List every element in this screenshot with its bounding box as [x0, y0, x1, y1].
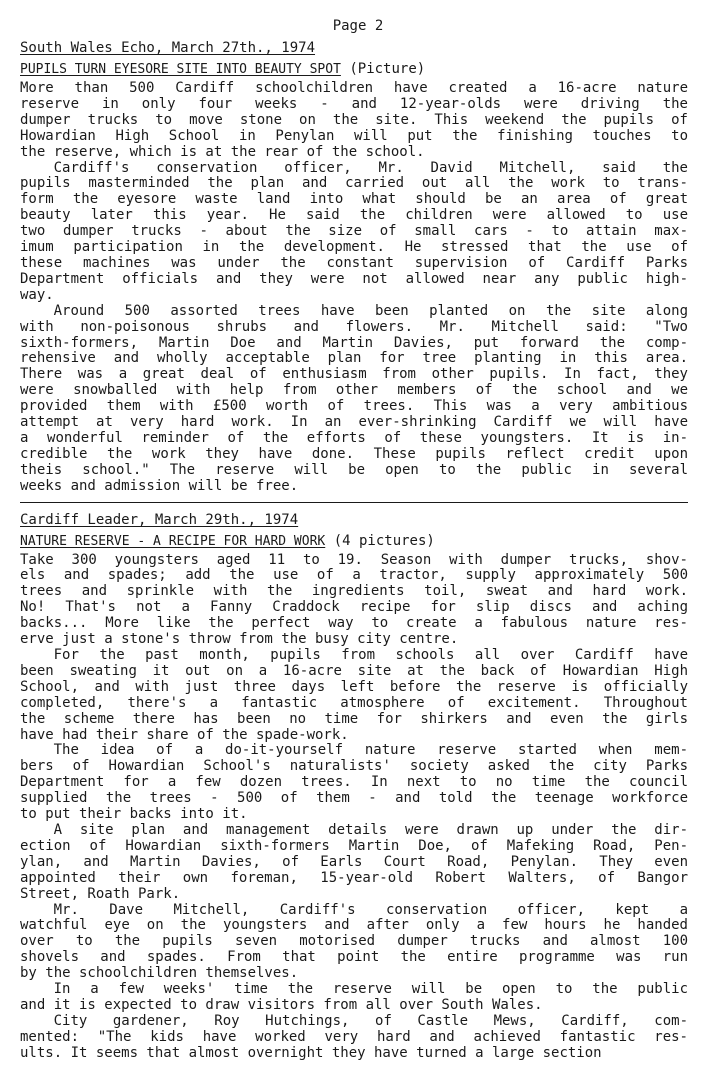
text-line: Department officials and they were not allowed near any public high-	[20, 270, 688, 287]
text-line: reserve in only four weeks - and 12-year-olds were driving the	[20, 95, 688, 112]
text-line: More than 500 Cardiff schoolchildren have created a 16-acre nature	[20, 80, 688, 96]
headline-line	[20, 532, 688, 551]
text-line: Cardiff's conservation officer, Mr. David Mitchell, said the	[53, 159, 688, 176]
text-line: backs... More like the perfect way to create a fabulous nature res-	[20, 615, 688, 632]
article-body	[20, 553, 688, 1062]
article-source	[20, 39, 688, 58]
text-line: sixth-formers, Martin Doe and Martin Davies, put forward the comp-	[20, 334, 688, 351]
text-line: a wonderful reminder of the efforts of these youngsters. It is in-	[20, 429, 688, 446]
text-line: For the past month, pupils from schools all over Cardiff have	[53, 647, 688, 663]
text-line: these machines was under the constant supervision of Cardiff Parks	[20, 254, 688, 271]
text-line: bers of Howardian School's naturalists' society asked the city Parks	[20, 758, 688, 775]
article-cardiff-leader	[20, 511, 688, 1062]
text-line: Take 300 youngsters aged 11 to 19. Season with dumper trucks, shov-	[20, 551, 688, 568]
text-line: Howardian High School in Penylan will put the finishing touches to	[20, 127, 688, 144]
text-line: City gardener, Roy Hutchings, of Castle Mews, Cardiff, com-	[53, 1012, 688, 1029]
text-line: with non-poisonous shrubs and flowers. Mr. Mitchell said: "Two	[20, 318, 688, 335]
text-line: mented: "The kids have worked very hard and achieved fantastic res-	[20, 1028, 688, 1045]
text-line: dumper trucks to move stone on the site. This weekend the pupils of	[20, 111, 688, 128]
text-line: erve just a stone's throw from the busy city centre.	[20, 631, 459, 648]
source-citation: South Wales Echo, March 27th., 1974	[20, 40, 316, 56]
text-line: trees and sprinkle with the ingredients toil, sweat and hard work.	[20, 583, 688, 600]
text-line: Street, Roath Park.	[20, 885, 181, 902]
article-headline: NATURE RESERVE - A RECIPE FOR HARD WORK	[20, 533, 326, 549]
text-line: to put their backs into it.	[20, 806, 248, 823]
text-line: pupils masterminded the plan and carried out all the work to trans-	[20, 175, 688, 192]
text-line: two dumper trucks - about the size of small cars - to attain max-	[20, 223, 688, 240]
text-line: The idea of a do-it-yourself nature reserve started when mem-	[53, 742, 688, 759]
text-line: els and spades; add the use of a tractor, supply approximately 500	[20, 567, 688, 584]
text-line: In a few weeks' time the reserve will be open to the public	[53, 981, 688, 998]
headline-note: (4 pictures)	[333, 532, 435, 549]
text-line: were snowballed with help from other members of the school and we	[20, 382, 688, 399]
text-line: rehensive and wholly acceptable plan for tree planting in this area.	[20, 350, 688, 367]
article-source	[20, 511, 688, 530]
article-headline: PUPILS TURN EYESORE SITE INTO BEAUTY SPOT	[20, 62, 341, 77]
text-line: appointed their own foreman, 15-year-old Robert Walters, of Bangor	[20, 869, 688, 886]
text-line: A site plan and management details were drawn up under the dir-	[53, 821, 688, 838]
headline-line	[20, 60, 688, 79]
text-line: watchful eye on the youngsters and after only a few hours he handed	[20, 917, 688, 934]
text-line: shovels and spades. From that point the entire programme was run	[20, 949, 688, 966]
text-line: over to the pupils seven motorised dumper trucks and almost 100	[20, 933, 688, 950]
text-line: Mr. Dave Mitchell, Cardiff's conservation officer, kept a	[53, 901, 688, 918]
text-line: credible the work they have done. These pupils reflect credit upon	[20, 445, 688, 462]
source-citation: Cardiff Leader, March 29th., 1974	[20, 511, 299, 528]
text-line: form the eyesore waste land into what should be an area of great	[20, 191, 688, 208]
text-line: ylan, and Martin Davies, of Earls Court Road, Penylan. They even	[20, 853, 688, 870]
text-line: the reserve, which is at the rear of the school.	[20, 143, 425, 160]
text-line: completed, there's a fantastic atmosphere of excitement. Throughout	[20, 694, 688, 711]
text-line: provided them with £500 worth of trees. This was a very ambitious	[20, 398, 688, 415]
text-line: have had their share of the spade-work.	[20, 726, 349, 743]
text-line: imum participation in the development. He stressed that the use of	[20, 239, 688, 256]
text-line: been sweating it out on a 16-acre site at the back of Howardian High	[20, 662, 688, 679]
text-line: the scheme there has been no time for shirkers and even the girls	[20, 710, 688, 727]
article-divider	[20, 502, 688, 503]
text-line: theis school." The reserve will be open to the public in several	[20, 461, 688, 478]
text-line: There was a great deal of enthusiasm from other pupils. In fact, they	[20, 366, 688, 383]
text-line: way.	[20, 286, 54, 303]
text-line: and it is expected to draw visitors from all over South Wales.	[20, 996, 543, 1013]
text-line: School, and with just three days left before the reserve is officially	[20, 678, 688, 695]
text-line: supplied the trees - 500 of them - and told the teenage workforce	[20, 790, 688, 807]
document-page	[20, 16, 688, 1062]
article-south-wales-echo	[20, 39, 688, 495]
text-line: ection of Howardian sixth-formers Martin Doe, of Mafeking Road, Pen-	[20, 837, 688, 854]
text-line: weeks and admission will be free.	[20, 477, 299, 494]
text-line: ults. It seems that almost overnight they have turned a large section	[20, 1044, 602, 1061]
article-body	[20, 81, 688, 495]
text-line: Department for a few dozen trees. In next to no time the council	[20, 774, 688, 791]
text-line: by the schoolchildren themselves.	[20, 965, 299, 982]
text-line: attempt at very hard work. In an ever-shrinking Cardiff we will have	[20, 414, 688, 431]
text-line: No! That's not a Fanny Craddock recipe for slip discs and aching	[20, 599, 688, 616]
page-number: Page 2	[332, 18, 384, 34]
headline-note: (Picture)	[349, 61, 426, 77]
text-line: Around 500 assorted trees have been planted on the site along	[53, 302, 688, 319]
text-line: beauty later this year. He said the children were allowed to use	[20, 207, 688, 224]
